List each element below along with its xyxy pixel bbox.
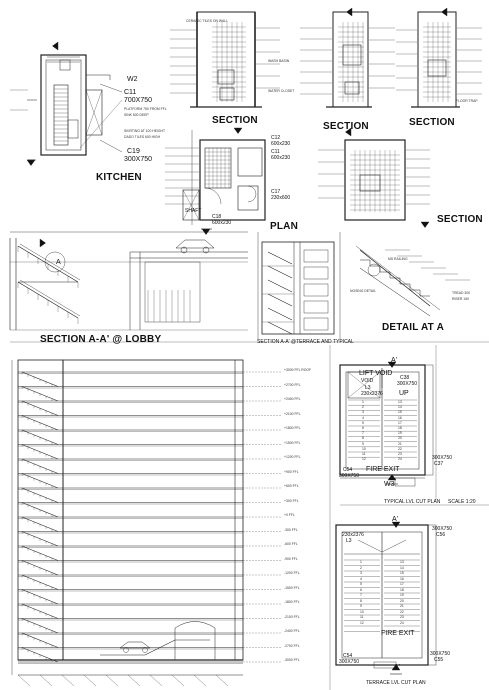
level-label: -600 FFL <box>284 542 298 546</box>
terrace-step-number: 7 <box>360 593 362 597</box>
terrace-step-number: 14 <box>400 565 404 570</box>
tag-c11-mid-size: 600x230 <box>271 155 291 161</box>
up-label: UP <box>399 390 409 397</box>
tag-c19-size: 300X750 <box>124 156 153 163</box>
toilet-note-1: CERAMIC TILES ON WALL <box>186 19 229 23</box>
section-marker-toilet-4b <box>421 222 429 228</box>
typical-cut-plan-title: TYPICAL LVL CUT PLAN <box>384 499 441 505</box>
detail-note-1: MS RAILING <box>388 257 408 261</box>
tag-c54-terrace: C54 <box>343 653 353 659</box>
typical-step-number: 24 <box>398 457 402 462</box>
fire-exit-label-1: FIRE EXIT <box>366 466 400 473</box>
tag-c56-size: 300X750 <box>432 526 453 532</box>
terrace-step-number: 18 <box>400 587 404 592</box>
tag-c19: C19 <box>127 148 140 155</box>
typical-step-number: 4 <box>362 415 364 420</box>
typical-step-number: 17 <box>398 420 402 425</box>
section-marker-toilet-3 <box>441 8 447 16</box>
terrace-stair-flight <box>268 252 292 264</box>
a-prime-2: A' <box>392 516 399 523</box>
level-label: +1200 FFL <box>284 455 301 459</box>
tag-c11-mid: C11 <box>271 149 280 155</box>
typical-step-number: 10 <box>362 446 366 451</box>
kitchen-leader <box>100 140 122 152</box>
typical-step-number: 23 <box>398 452 402 456</box>
tag-c56: C56 <box>436 532 446 538</box>
toilet-note-3: WASH BASIN <box>268 59 290 63</box>
typical-step-number: 2 <box>362 405 364 410</box>
terrace-step-number: 21 <box>400 604 404 608</box>
terrace-window <box>304 284 328 296</box>
level-label: +300 FFL <box>284 498 299 503</box>
detail-note-3: RISER 150 <box>452 297 469 301</box>
terrace-window <box>304 301 328 313</box>
car-lobby <box>120 642 150 648</box>
tag-c38: C38 <box>400 375 410 381</box>
typical-step-number: 15 <box>398 410 402 415</box>
typical-step-number: 11 <box>362 452 366 456</box>
toilet-section-2-wc <box>345 82 359 94</box>
earth-hatch <box>150 675 162 686</box>
kitchen-note-1: PLATFORM 750 FROM FFL <box>124 107 167 111</box>
tag-c55: C55 <box>434 657 444 663</box>
level-label: +600 FFL <box>284 484 299 488</box>
terrace-step-number: 17 <box>400 582 404 586</box>
section-marker-kitchen <box>27 160 35 166</box>
terrace-step-number: 16 <box>400 576 404 581</box>
terrace-window <box>304 318 328 330</box>
plan-title: PLAN <box>270 221 299 232</box>
level-label: -300 FFL <box>284 527 298 532</box>
toilet-note-4: FLOOR TRAP <box>456 99 478 103</box>
terrace-step-number: 13 <box>400 560 404 564</box>
a-prime-3: A' <box>394 664 401 671</box>
tag-w3: W3 <box>384 481 395 488</box>
terrace-cut-plan-title: TERRACE LVL CUT PLAN <box>366 680 426 686</box>
terrace-step-number: 19 <box>400 593 404 597</box>
tag-c18: C18 <box>212 214 222 220</box>
typical-step-number: 20 <box>398 436 402 441</box>
section-title-1: SECTION <box>212 115 258 126</box>
kitchen-note-3: SKIRTING AT 100 HEIGHT <box>124 129 166 133</box>
level-label: -2100 FFL <box>284 614 300 619</box>
lift-void-label: LIFT VOID <box>359 370 393 377</box>
earth-hatch <box>106 675 118 686</box>
section-aa-terrace-title: SECTION A-A' @TERRACE AND TYPICAL <box>257 339 354 345</box>
terrace-stair-flight <box>268 322 292 334</box>
shaft-label: SHAFT <box>185 208 202 214</box>
detail-note-4: NOSING DETAIL <box>350 289 376 293</box>
tag-l3-b-size: 230x2376 <box>342 532 364 538</box>
kitchen-counter <box>54 85 68 145</box>
level-label: -2700 FFL <box>284 643 300 648</box>
terrace-step-number: 22 <box>400 609 404 614</box>
level-label: +900 FFL <box>284 469 299 474</box>
fire-exit-label-2: FIRE EXIT <box>381 630 415 637</box>
typical-step-number: 9 <box>362 441 364 446</box>
detail-note-2: TREAD 300 <box>452 291 471 295</box>
tag-l3-size: 230x2376 <box>361 391 383 397</box>
tag-c54-size: 300X750 <box>339 473 360 479</box>
tag-c12-size: 600x230 <box>271 141 291 147</box>
terrace-step-number: 20 <box>400 598 404 603</box>
tag-c38-size: 300X750 <box>397 381 418 387</box>
toilet-section-3-wall <box>418 12 456 107</box>
terrace-stair-flight <box>268 266 292 278</box>
level-label: -2400 FFL <box>284 629 300 633</box>
toilet-note-2: WATER CLOSET <box>268 89 295 93</box>
terrace-step-number: 5 <box>360 582 362 586</box>
terrace-step-number: 4 <box>360 576 362 581</box>
door-w3 <box>395 478 415 486</box>
tag-c11-top-size: 700X750 <box>124 97 153 104</box>
level-label: -3000 FFL <box>284 658 300 662</box>
section-title-2: SECTION <box>323 121 369 132</box>
toilet-section-1-wall <box>197 12 255 107</box>
kitchen-leader <box>100 84 122 92</box>
toilet-door-swing <box>205 188 221 204</box>
section-marker-aa <box>40 239 46 247</box>
typical-step-number: 3 <box>362 410 364 415</box>
earth-hatch <box>128 675 140 686</box>
tag-c17-size: 230x600 <box>271 195 291 201</box>
earth-hatch <box>194 675 206 686</box>
level-label: +2100 FFL <box>284 411 301 416</box>
section-title-4: SECTION <box>437 214 483 225</box>
typical-step-number: 6 <box>362 426 364 430</box>
level-label: -1500 FFL <box>284 585 300 590</box>
level-label: -1800 FFL <box>284 600 300 604</box>
tag-c11-top: C11 <box>124 89 137 96</box>
kitchen-note-4: DADO TILES 600 HIGH <box>124 135 161 139</box>
typical-step-number: 22 <box>398 446 402 451</box>
tag-c17: C17 <box>271 189 281 195</box>
typical-step-number: 5 <box>362 420 364 425</box>
section-marker-toilet-1 <box>234 128 242 134</box>
section-marker-kitchen-top <box>52 42 58 50</box>
stair-rail-2 <box>20 280 80 316</box>
terrace-stair-flight <box>268 280 292 292</box>
level-label: -900 FFL <box>284 556 298 561</box>
a-prime-1: A' <box>391 357 398 364</box>
earth-hatch <box>62 675 74 686</box>
lobby-building-frame <box>63 360 243 660</box>
terrace-step-number: 1 <box>360 560 362 564</box>
earth-hatch <box>40 675 52 686</box>
kitchen-title: KITCHEN <box>96 172 142 183</box>
terrace-step-number: 6 <box>360 587 362 592</box>
typical-step-number: 16 <box>398 415 402 420</box>
terrace-wall-hatch <box>428 525 436 665</box>
kitchen-column <box>60 60 70 70</box>
kitchen-sink <box>68 120 78 138</box>
terrace-step-number: 12 <box>360 620 364 625</box>
terrace-window <box>304 267 328 279</box>
level-label: +0 FFL <box>284 513 295 517</box>
tag-l3-b: L3 <box>346 538 352 544</box>
detail-at-a-title: DETAIL AT A <box>382 322 445 333</box>
tag-w2: W2 <box>127 76 138 83</box>
terrace-window <box>304 250 328 262</box>
tag-c12: C12 <box>271 135 281 141</box>
toilet-section-2-wall <box>333 12 368 107</box>
toilet-plan-basin <box>238 148 262 176</box>
typical-step-number: 13 <box>398 400 402 404</box>
typical-step-number: 18 <box>398 426 402 430</box>
level-label: +1500 FFL <box>284 440 301 445</box>
tag-c37: C37 <box>434 461 444 467</box>
typical-step-number: 8 <box>362 436 364 441</box>
tag-c54-terrace-size: 300X750 <box>339 659 360 665</box>
terrace-step-number: 11 <box>360 615 364 619</box>
typical-step-number: 7 <box>362 431 364 436</box>
car-body <box>176 240 214 248</box>
earth-hatch <box>172 675 184 686</box>
level-label: +2400 FFL <box>284 397 301 401</box>
tag-c55-size: 300X750 <box>430 651 451 657</box>
detail-callout-a: A <box>56 259 61 266</box>
toilet-section-3-fixture <box>428 60 446 76</box>
level-label: +1800 FFL <box>284 426 301 430</box>
level-label: +3000 FFL ROOF <box>284 368 312 372</box>
terrace-stair-flight <box>268 294 292 306</box>
earth-hatch <box>84 675 96 686</box>
tag-c37-size: 300X750 <box>432 455 453 461</box>
section-marker-toilet-2 <box>346 8 352 16</box>
terrace-step-number: 9 <box>360 604 362 608</box>
lift-void-label-2: VOID <box>361 378 374 384</box>
typical-step-number: 12 <box>362 457 366 462</box>
typical-step-number: 14 <box>398 405 402 410</box>
typical-step-number: 1 <box>362 400 364 404</box>
toilet-plan-wc-bowl <box>248 186 256 202</box>
lobby-room <box>145 262 200 322</box>
tag-c54: C54 <box>343 467 353 473</box>
tag-c18-size: 600x230 <box>212 220 232 226</box>
terrace-step-number: 23 <box>400 615 404 619</box>
typical-step-number: 19 <box>398 431 402 436</box>
earth-hatch <box>216 675 228 686</box>
terrace-step-number: 3 <box>360 571 362 575</box>
terrace-step-number: 15 <box>400 571 404 575</box>
terrace-stair-flight <box>268 308 292 320</box>
section-aa-lobby-title: SECTION A-A' @ LOBBY <box>40 334 162 345</box>
level-label: -1200 FFL <box>284 571 300 575</box>
terrace-section-frame <box>262 242 334 334</box>
scale-label: SCALE 1:20 <box>448 499 476 505</box>
kitchen-note-2: SINK 600 DEEP <box>124 113 149 117</box>
level-label: +2700 FFL <box>284 382 301 387</box>
typical-step-number: 21 <box>398 441 402 446</box>
tag-l3: L3 <box>365 385 371 391</box>
section-title-3: SECTION <box>409 117 455 128</box>
detail-rail <box>356 246 440 310</box>
terrace-step-number: 10 <box>360 609 364 614</box>
terrace-step-number: 8 <box>360 598 362 603</box>
earth-hatch <box>18 675 30 686</box>
terrace-step-number: 24 <box>400 620 404 625</box>
terrace-step-number: 2 <box>360 565 362 570</box>
canopy-arc <box>175 622 215 629</box>
